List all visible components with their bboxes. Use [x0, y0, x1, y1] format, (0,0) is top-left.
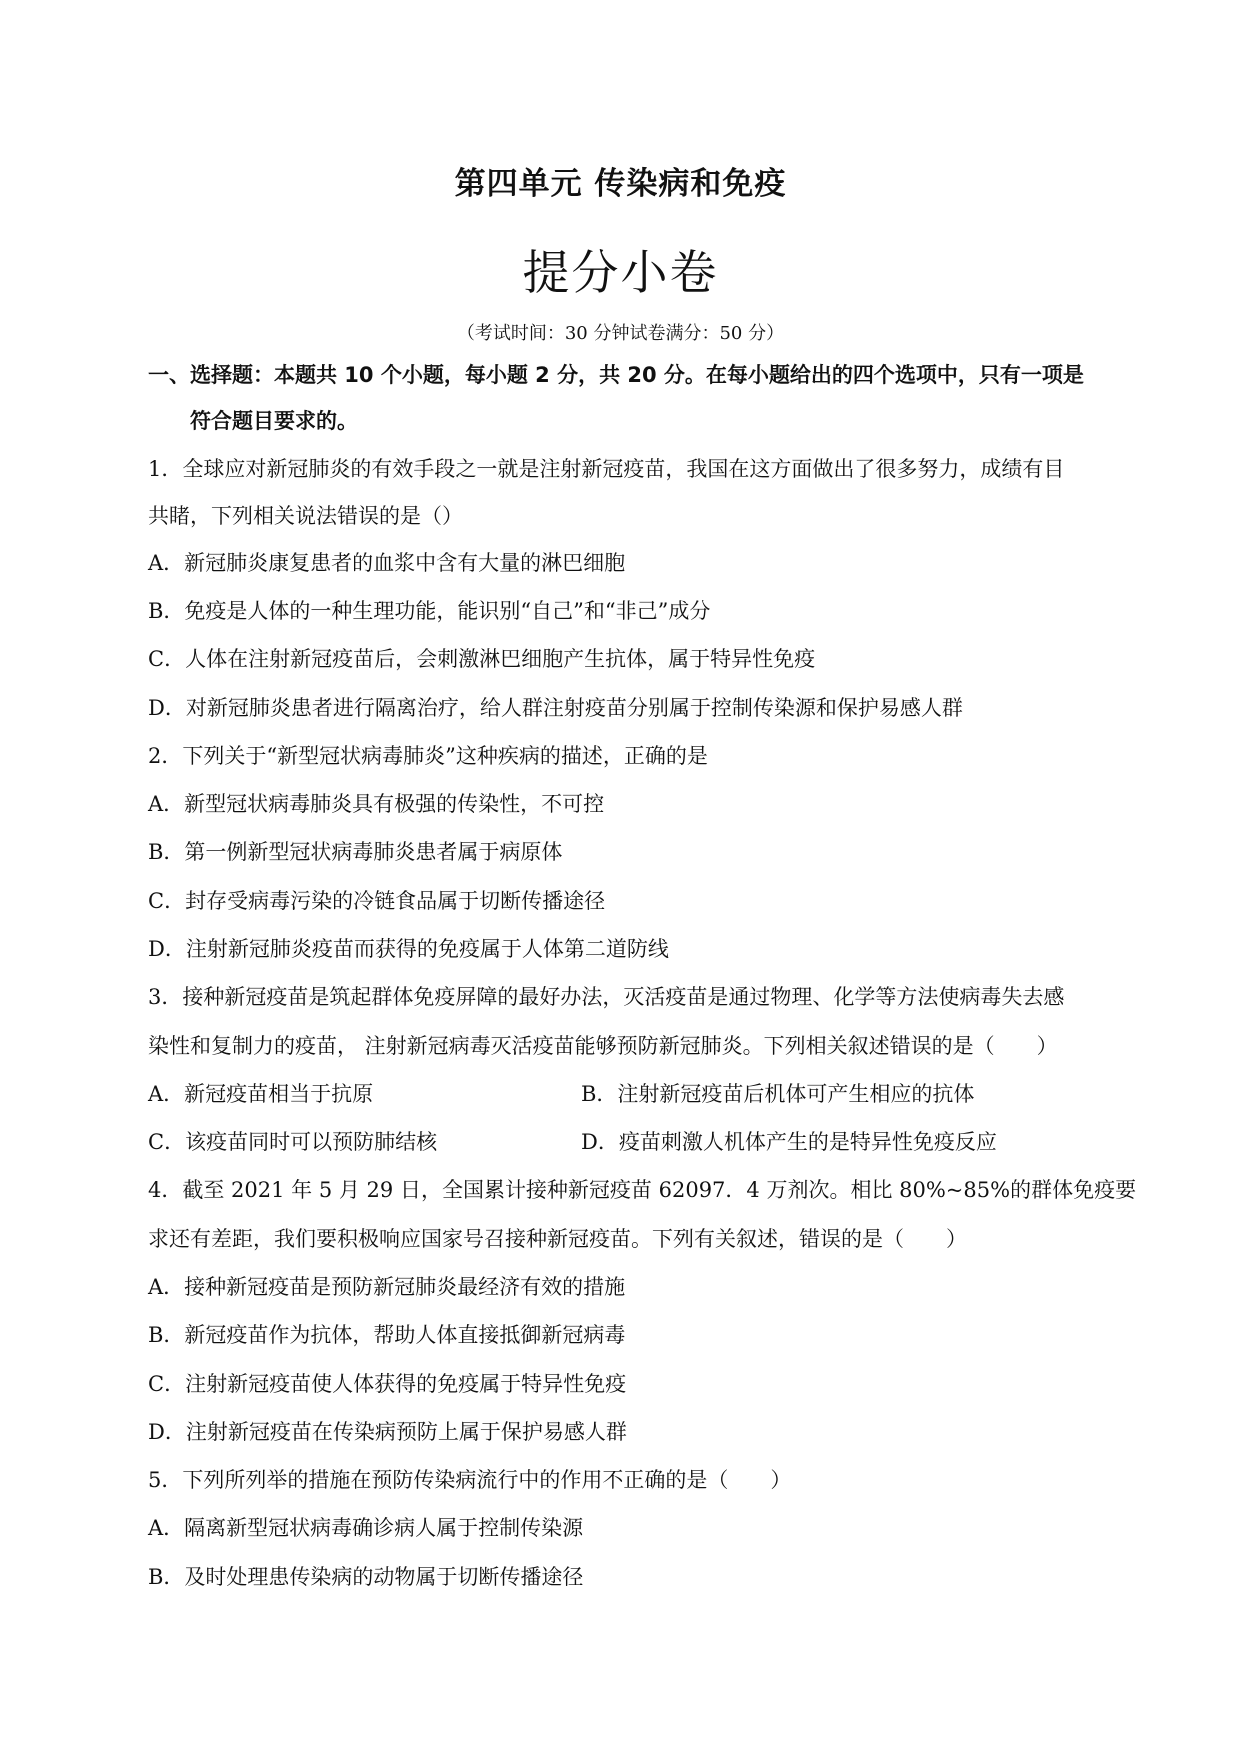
q1-option-a: A．新冠肺炎康复患者的血浆中含有大量的淋巴细胞 — [148, 551, 626, 575]
q1-option-b: B．免疫是人体的一种生理功能，能识别“自己”和“非己”成分 — [148, 599, 711, 623]
q4-stem-cont: 求还有差距，我们要积极响应国家号召接种新冠疫苗。下列有关叙述，错误的是（ ） — [148, 1227, 967, 1251]
q5-stem: 5．下列所列举的措施在预防传染病流行中的作用不正确的是（ ） — [148, 1468, 792, 1492]
q1-stem-cont: 共睹，下列相关说法错误的是（） — [148, 504, 463, 528]
q4-option-c: C．注射新冠疫苗使人体获得的免疫属于特异性免疫 — [148, 1372, 627, 1396]
q2-option-c: C．封存受病毒污染的冷链食品属于切断传播途径 — [148, 889, 606, 913]
exam-info: （考试时间：30 分钟试卷满分：50 分） — [456, 323, 785, 344]
q4-option-a: A．接种新冠疫苗是预防新冠肺炎最经济有效的措施 — [148, 1275, 626, 1299]
section-heading-cont: 符合题目要求的。 — [190, 409, 358, 433]
q3-option-d: D．疫苗刺激人机体产生的是特异性免疫反应 — [581, 1130, 997, 1154]
q4-option-d: D．注射新冠疫苗在传染病预防上属于保护易感人群 — [148, 1420, 627, 1444]
q2-option-a: A．新型冠状病毒肺炎具有极强的传染性，不可控 — [148, 792, 605, 816]
q5-option-b: B．及时处理患传染病的动物属于切断传播途径 — [148, 1565, 584, 1589]
section-heading: 一、选择题：本题共 10 个小题，每小题 2 分，共 20 分。在每小题给出的四个选项中，只有一项是 — [148, 363, 1084, 387]
q1-option-c: C．人体在注射新冠疫苗后，会刺激淋巴细胞产生抗体，属于特异性免疫 — [148, 647, 816, 671]
q3-option-b: B．注射新冠疫苗后机体可产生相应的抗体 — [581, 1082, 975, 1106]
q2-option-d: D．注射新冠肺炎疫苗而获得的免疫属于人体第二道防线 — [148, 937, 669, 961]
q1-stem: 1．全球应对新冠肺炎的有效手段之一就是注射新冠疫苗，我国在这方面做出了很多努力，成绩有目 — [148, 457, 1065, 481]
q1-option-d: D．对新冠肺炎患者进行隔离治疗，给人群注射疫苗分别属于控制传染源和保护易感人群 — [148, 696, 963, 720]
q2-stem: 2．下列关于“新型冠状病毒肺炎”这种疾病的描述，正确的是 — [148, 744, 708, 768]
q4-option-b: B．新冠疫苗作为抗体，帮助人体直接抵御新冠病毒 — [148, 1323, 626, 1347]
unit-title: 第四单元 传染病和免疫 — [454, 166, 787, 202]
q3-option-a: A．新冠疫苗相当于抗原 — [148, 1082, 374, 1106]
q3-stem: 3．接种新冠疫苗是筑起群体免疫屏障的最好办法，灭活疫苗是通过物理、化学等方法使病毒失去感 — [148, 985, 1065, 1009]
paper-subtitle: 提分小卷 — [522, 246, 719, 301]
q2-option-b: B．第一例新型冠状病毒肺炎患者属于病原体 — [148, 840, 563, 864]
q5-option-a: A．隔离新型冠状病毒确诊病人属于控制传染源 — [148, 1516, 584, 1540]
q3-option-c: C．该疫苗同时可以预防肺结核 — [148, 1130, 438, 1154]
q3-stem-cont: 染性和复制力的疫苗， 注射新冠病毒灭活疫苗能够预防新冠肺炎。下列相关叙述错误的是（ ） — [148, 1034, 1058, 1058]
q4-stem: 4．截至 2021 年 5 月 29 日，全国累计接种新冠疫苗 62097．4 万剂次。相比 80%~85%的群体免疫要 — [148, 1178, 1137, 1202]
